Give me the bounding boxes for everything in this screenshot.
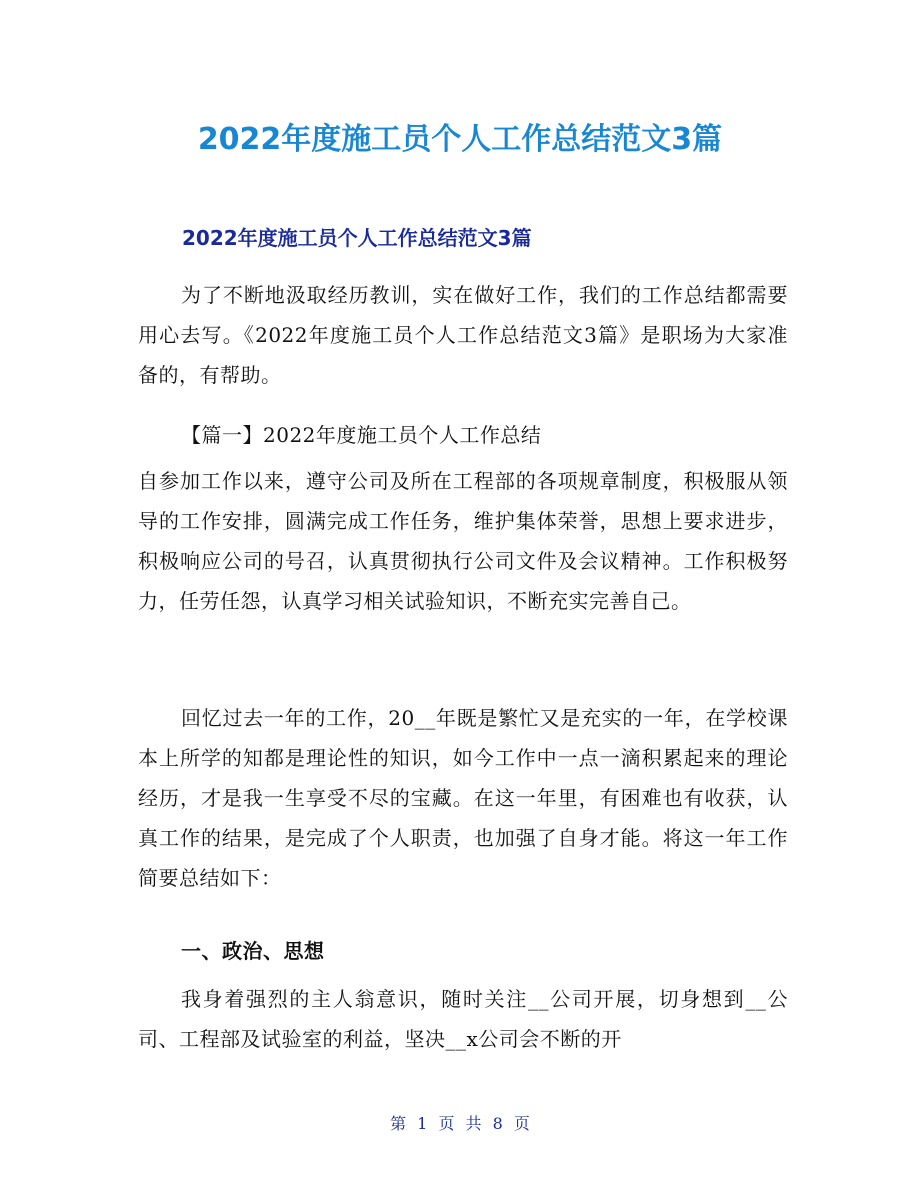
- document-subtitle: 2022年度施工员个人工作总结范文3篇: [182, 226, 532, 250]
- section-heading-politics: 一、政治、思想: [181, 939, 325, 963]
- page-number-footer: 第 1 页 共 8 页: [390, 1114, 530, 1133]
- document-title: 2022年度施工员个人工作总结范文3篇: [197, 122, 723, 157]
- body-paragraph-1: 自参加工作以来，遵守公司及所在工程部的各项规章制度，积极服从领导的工作安排，圆满完成工作任务，维护集体荣誉，思想上要求进步，积极响应公司的号召，认真贯彻执行公司文件及会议精神。工作积极努力，任劳任怨，认真学习相关试验知识，不断充实完善自己。: [138, 469, 788, 613]
- body-paragraph-2: 回忆过去一年的工作，20__年既是繁忙又是充实的一年，在学校课本上所学的知都是理论性的知识，如今工作中一点一滴积累起来的理论经历，才是我一生享受不尽的宝藏。在这一年里，有困难也有收获，认真工作的结果，是完成了个人职责，也加强了自身才能。将这一年工作简要总结如下：: [138, 706, 788, 890]
- body-paragraph-3: 我身着强烈的主人翁意识，随时关注__公司开展，切身想到__公司、工程部及试验室的利益，坚决__x公司会不断的开: [138, 987, 788, 1051]
- intro-paragraph: 为了不断地汲取经历教训，实在做好工作，我们的工作总结都需要用心去写。《2022年度施工员个人工作总结范文3篇》是职场为大家准备的，有帮助。: [138, 283, 788, 387]
- part-one-heading: 【篇一】2022年度施工员个人工作总结: [181, 423, 542, 447]
